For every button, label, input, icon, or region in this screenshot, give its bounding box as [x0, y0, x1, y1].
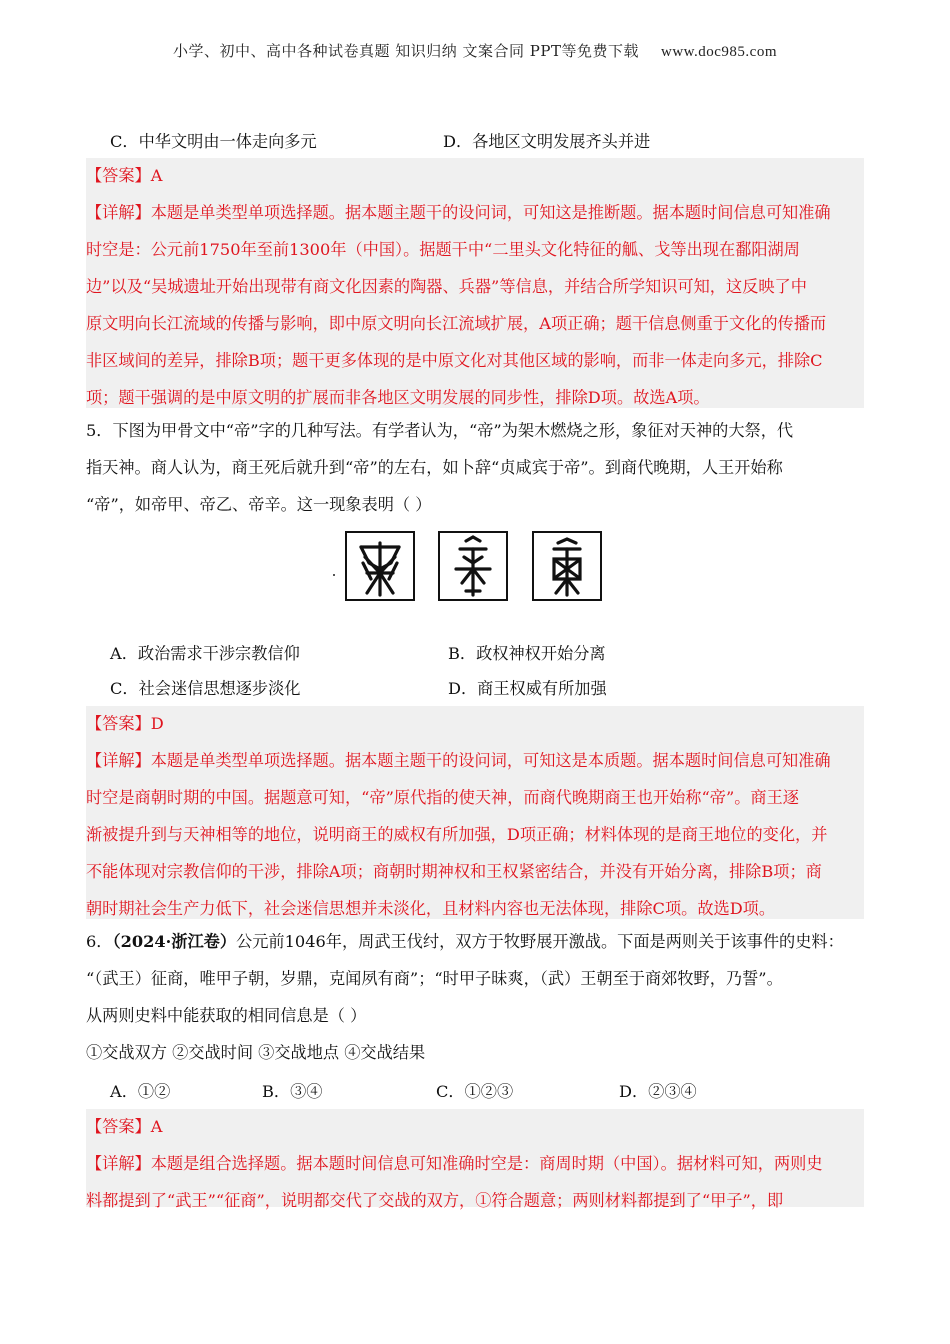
q5-option-b: B．政权神权开始分离 — [448, 644, 606, 663]
q6-number: 6． — [86, 932, 113, 951]
q5-option-c: C．社会迷信思想逐步淡化 — [110, 679, 301, 698]
q6-option-d: D．②③④ — [619, 1082, 697, 1101]
figure-dot — [333, 574, 335, 576]
q6-detail-line: 料都提到了“武王”“征商”，说明都交代了交战的双方，①符合题意；两则材料都提到了“甲子”，即 — [86, 1191, 784, 1210]
q5-answer: 【答案】D — [86, 714, 164, 733]
q5-detail-line: 【详解】本题是单类型单项选择题。据本题主题干的设问词，可知这是本质题。据本题时间信息可知准确 — [86, 751, 831, 770]
q5-detail-line: 朝时期社会生产力低下，社会迷信思想并未淡化，且材料内容也无法体现，排除C项。故选D项。 — [86, 899, 776, 918]
q4-detail-line: 【详解】本题是单类型单项选择题。据本题主题干的设问词，可知这是推断题。据本题时间信息可知准确 — [86, 203, 831, 222]
q6-stem-line: 从两则史料中能获取的相同信息是（ ） — [86, 1006, 367, 1025]
q4-detail-line: 原文明向长江流域的传播与影响，即中原文明向长江流域扩展，A项正确；题干信息侧重于文化的传播而 — [86, 314, 827, 333]
q4-option-c: C．中华文明由一体走向多元 — [110, 132, 317, 151]
q6-stem-line: ①交战双方 ②交战时间 ③交战地点 ④交战结果 — [86, 1043, 426, 1062]
q5-stem-line: “帝”，如帝甲、帝乙、帝辛。这一现象表明（ ） — [86, 495, 432, 514]
q6-option-b: B．③④ — [262, 1082, 323, 1101]
q6-stem-first — [86, 932, 866, 952]
q4-option-d: D．各地区文明发展齐头并进 — [443, 132, 651, 151]
q4-detail-line: 非区域间的差异，排除B项；题干更多体现的是中原文化对其他区域的影响，而非一体走向多元，排除C — [86, 351, 823, 370]
oracle-glyph-3-drawing — [534, 533, 600, 599]
q5-option-d: D．商王权威有所加强 — [448, 679, 607, 698]
oracle-glyph-1 — [345, 531, 415, 601]
q5-stem-line: 指天神。商人认为，商王死后就升到“帝”的左右，如卜辞“贞咸宾于帝”。到商代晚期，人王开始称 — [86, 458, 783, 477]
q5-detail-line: 不能体现对宗教信仰的干涉，排除A项；商朝时期神权和王权紧密结合，并没有开始分离，排除B项；商 — [86, 862, 822, 881]
q5-stem-line: 5．下图为甲骨文中“帝”字的几种写法。有学者认为，“帝”为架木燃烧之形，象征对天神的大祭，代 — [86, 421, 794, 440]
oracle-glyph-3 — [532, 531, 602, 601]
q6-stem-text: 公元前1046年，周武王伐纣，双方于牧野展开激战。下面是两则关于该事件的史料： — [236, 932, 844, 951]
q5-detail-line: 时空是商朝时期的中国。据题意可知，“帝”原代指的使天神，而商代晚期商王也开始称“帝”。商王逐 — [86, 788, 799, 807]
q6-detail-line: 【详解】本题是组合选择题。据本题时间信息可知准确时空是：商周时期（中国）。据材料可知，两则史 — [86, 1154, 823, 1173]
q5-answer-box — [86, 706, 864, 919]
oracle-glyph-2-drawing — [440, 533, 506, 599]
q4-detail-line: 时空是：公元前1750年至前1300年（中国）。据题干中“二里头文化特征的觚、戈等出现在鄱阳湖周 — [86, 240, 800, 259]
q5-option-a: A．政治需求干涉宗教信仰 — [110, 644, 300, 663]
q4-answer: 【答案】A — [86, 166, 163, 185]
q5-detail-line: 渐被提升到与天神相等的地位，说明商王的威权有所加强，D项正确；材料体现的是商王地位的变化，并 — [86, 825, 828, 844]
oracle-glyph-1-drawing — [347, 533, 413, 599]
header-text: 小学、初中、高中各种试卷真题 知识归纳 文案合同 PPT等免费下载 — [172, 42, 639, 60]
q6-option-a: A．①② — [110, 1082, 171, 1101]
q6-stem-line: “（武王）征商，唯甲子朝，岁鼎，克闻夙有商”；“时甲子昧爽，（武）王朝至于商郊牧野，乃誓”。 — [86, 969, 783, 988]
q6-answer: 【答案】A — [86, 1117, 163, 1136]
header-site: www.doc985.com — [660, 44, 777, 60]
q4-detail-line: 项；题干强调的是中原文明的扩展而非各地区文明发展的同步性，排除D项。故选A项。 — [86, 388, 710, 407]
page-header — [0, 40, 950, 61]
q6-source: （2024·浙江卷） — [112, 932, 237, 951]
q4-detail-line: 边”以及“吴城遗址开始出现带有商文化因素的陶器、兵器”等信息，并结合所学知识可知，这反映了中 — [86, 277, 807, 296]
oracle-glyph-2 — [438, 531, 508, 601]
q6-option-c: C．①②③ — [436, 1082, 514, 1101]
